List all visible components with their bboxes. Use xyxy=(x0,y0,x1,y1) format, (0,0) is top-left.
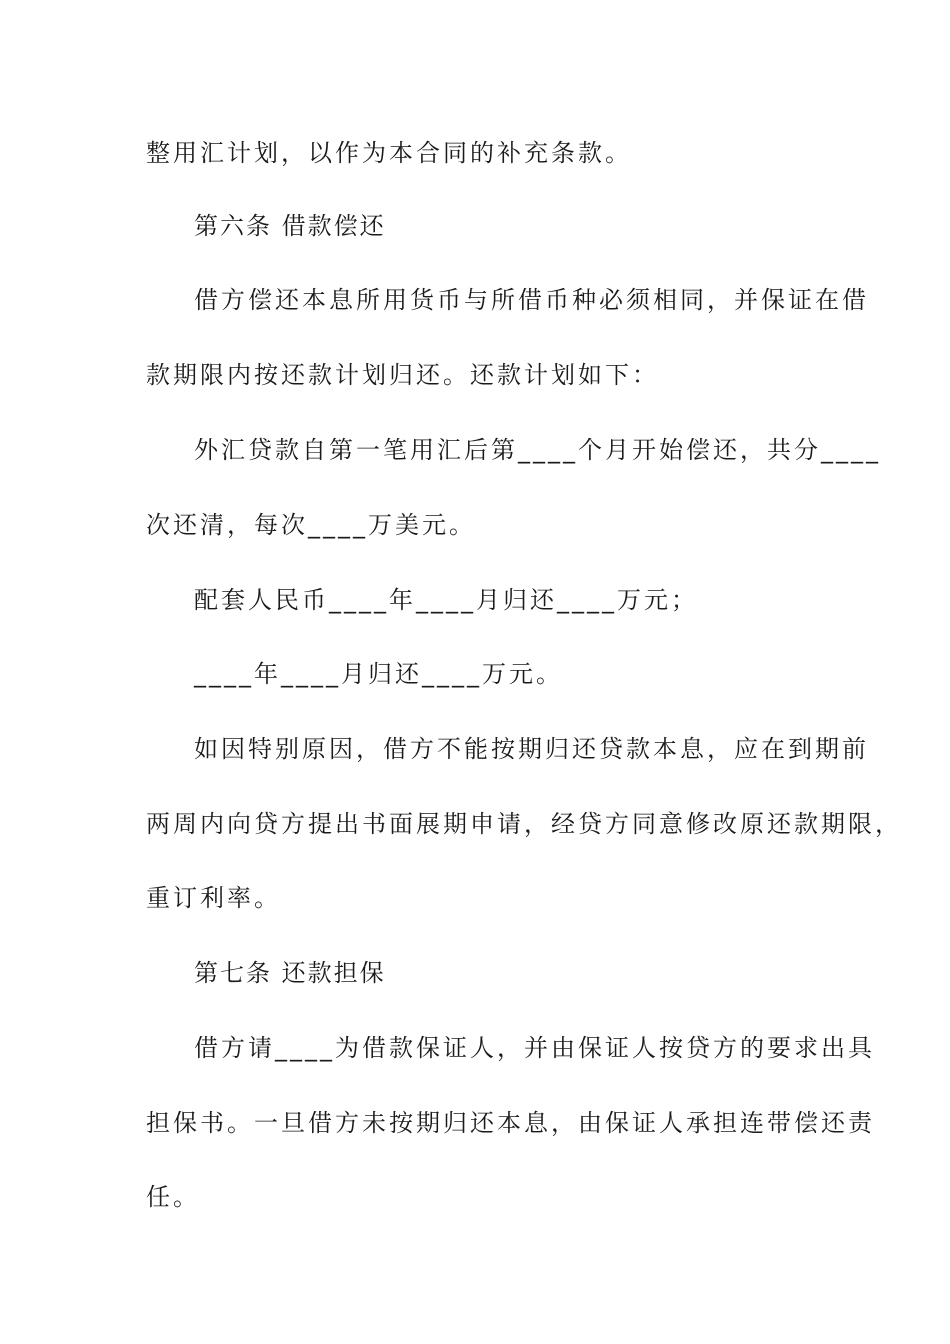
paragraph-line: 外汇贷款自第一笔用汇后第____个月开始偿还，共分____ xyxy=(194,436,881,464)
paragraph-line: 重订利率。 xyxy=(146,884,281,912)
paragraph-line: 两周内向贷方提出书面展期申请，经贷方同意修改原还款期限， xyxy=(146,810,902,838)
paragraph-line: 借方请____为借款保证人，并由保证人按贷方的要求出具 xyxy=(194,1034,875,1062)
paragraph-line: 借方偿还本息所用货币与所借币种必须相同，并保证在借 xyxy=(194,286,869,314)
paragraph-line: 如因特别原因，借方不能按期归还贷款本息，应在到期前 xyxy=(194,735,869,763)
section-heading-article-7: 第七条 还款担保 xyxy=(194,959,386,987)
paragraph-line: 次还清，每次____万美元。 xyxy=(146,511,476,539)
paragraph-line: 配套人民币____年____月归还____万元； xyxy=(194,586,698,614)
paragraph-line: 整用汇计划，以作为本合同的补充条款。 xyxy=(146,139,632,167)
paragraph-line: 款期限内按还款计划归还。还款计划如下： xyxy=(146,361,659,389)
section-heading-article-6: 第六条 借款偿还 xyxy=(194,212,386,240)
paragraph-line: 任。 xyxy=(146,1183,200,1211)
paragraph-line: 担保书。一旦借方未按期归还本息，由保证人承担连带偿还责 xyxy=(146,1109,875,1137)
paragraph-line: ____年____月归还____万元。 xyxy=(194,660,563,688)
